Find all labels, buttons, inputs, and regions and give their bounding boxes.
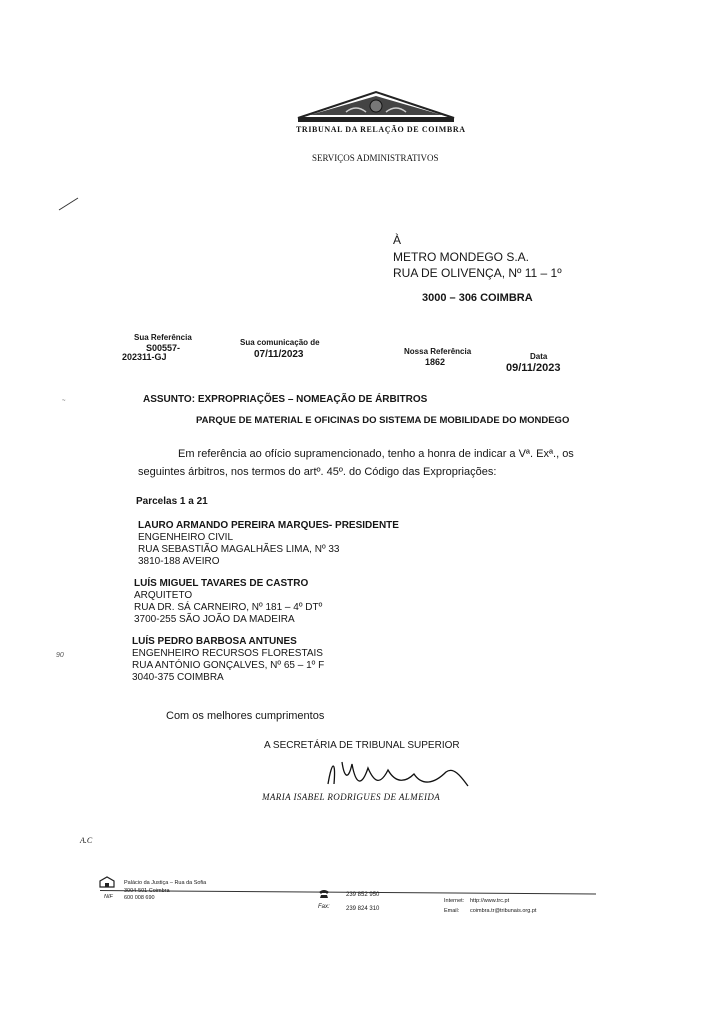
our-ref-value: 1862 xyxy=(425,357,446,367)
services-title: SERVIÇOS ADMINISTRATIVOS xyxy=(312,153,439,163)
your-ref-line2: 202311-GJ xyxy=(122,352,167,362)
arbiter-3-street: RUA ANTÓNIO GONÇALVES, Nº 65 – 1º F xyxy=(132,660,325,671)
arbiter-1-title: ENGENHEIRO CIVIL xyxy=(138,532,234,543)
initials-mark: A.C xyxy=(80,836,93,845)
arbiter-1-city: 3810-188 AVEIRO xyxy=(138,556,220,567)
footer-fax-label: Fax: xyxy=(318,904,330,910)
your-comm-label: Sua comunicação de xyxy=(240,338,320,347)
handwritten-signature xyxy=(322,756,472,794)
arbiter-2-title: ARQUITETO xyxy=(134,590,193,601)
footer-fax: 239 824 310 xyxy=(346,906,380,912)
footer-nif-label: NIF xyxy=(104,894,113,900)
arbiter-3-title: ENGENHEIRO RECURSOS FLORESTAIS xyxy=(132,648,323,659)
arbiter-1-name: LAURO ARMANDO PEREIRA MARQUES- PRESIDENTE xyxy=(138,520,399,531)
footer-email-label: Email: xyxy=(444,908,460,914)
signatory-name: MARIA ISABEL RODRIGUES DE ALMEIDA xyxy=(262,792,441,802)
signatory-role: A SECRETÁRIA DE TRIBUNAL SUPERIOR xyxy=(264,740,460,751)
side-mark: 90 xyxy=(56,652,64,659)
our-ref-label: Nossa Referência xyxy=(404,347,472,356)
date-value: 09/11/2023 xyxy=(506,362,561,374)
arbiter-3-name: LUÍS PEDRO BARBOSA ANTUNES xyxy=(132,636,297,647)
court-name: TRIBUNAL DA RELAÇÃO DE COIMBRA xyxy=(296,125,466,134)
closing-regards: Com os melhores cumprimentos xyxy=(166,710,325,722)
your-ref-label: Sua Referência xyxy=(134,333,192,342)
footer-address1: Palácio da Justiça – Rua da Sofia xyxy=(124,880,207,886)
footer-internet: http://www.trc.pt xyxy=(470,898,510,904)
footer-phone: 239 852 950 xyxy=(346,892,380,898)
body-line2: seguintes árbitros, nos termos do artº. 45º. do Código das Expropriações: xyxy=(138,466,497,478)
arbiter-2-city: 3700-255 SÃO JOÃO DA MADEIRA xyxy=(134,614,295,625)
pen-stroke-mark xyxy=(58,196,80,212)
phone-icon xyxy=(318,889,330,899)
recipient-street: RUA DE OLIVENÇA, Nº 11 – 1º xyxy=(393,266,562,280)
arbiter-3-city: 3040-375 COIMBRA xyxy=(132,672,224,683)
building-icon xyxy=(98,876,116,888)
body-line1: Em referência ao ofício supramencionado, tenho a honra de indicar a Vª. Exª., os xyxy=(178,448,574,460)
your-comm-value: 07/11/2023 xyxy=(254,349,304,360)
footer-address2: 3004-501 Coimbra xyxy=(124,888,170,894)
subject-line2: PARQUE DE MATERIAL E OFICINAS DO SISTEMA DE MOBILIDADE DO MONDEGO xyxy=(196,415,570,426)
arbiter-1-street: RUA SEBASTIÃO MAGALHÃES LIMA, Nº 33 xyxy=(138,544,340,555)
arbiter-2-name: LUÍS MIGUEL TAVARES DE CASTRO xyxy=(134,578,309,589)
footer-nif-value: 600 008 690 xyxy=(124,895,155,901)
footer-email: coimbra.tr@tribunais.org.pt xyxy=(470,908,537,914)
date-label: Data xyxy=(530,352,548,361)
margin-mark: ~ xyxy=(62,398,66,404)
court-crest-logo xyxy=(296,88,456,124)
footer-internet-label: Internet: xyxy=(444,898,465,904)
subject-line1: ASSUNTO: EXPROPRIAÇÕES – NOMEAÇÃO DE ÁRBITROS xyxy=(143,394,428,405)
recipient-name: METRO MONDEGO S.A. xyxy=(393,250,530,264)
recipient-postal: 3000 – 306 COIMBRA xyxy=(422,292,533,304)
parcels-label: Parcelas 1 a 21 xyxy=(136,496,208,507)
your-ref-line1: S00557- xyxy=(146,343,181,353)
recipient-to: À xyxy=(393,233,402,247)
arbiter-2-street: RUA DR. SÁ CARNEIRO, Nº 181 – 4º DTº xyxy=(134,602,323,613)
